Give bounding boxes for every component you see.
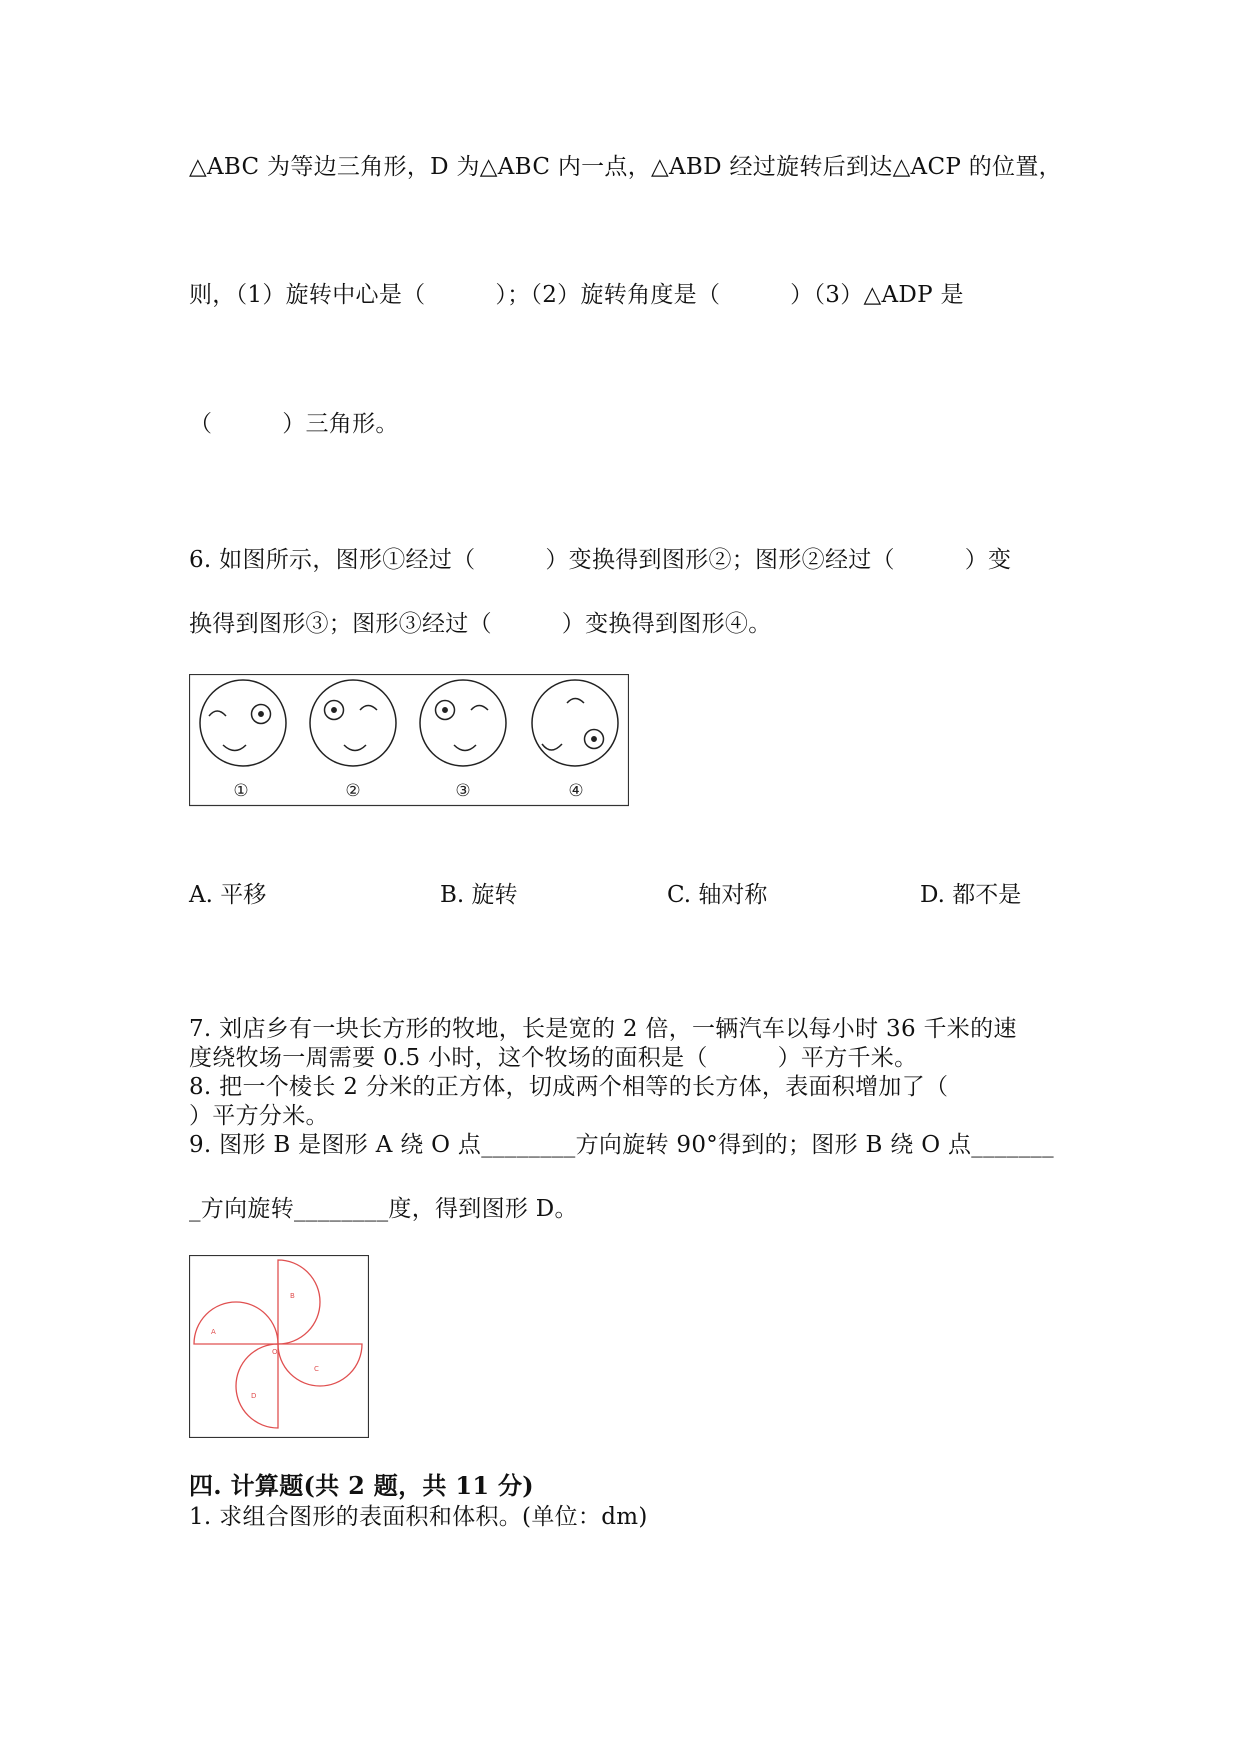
semicircle-a (194, 1302, 278, 1344)
section-4-q1: 1. 求组合图形的表面积和体积。(单位：dm) (189, 1504, 648, 1530)
label-c: C (314, 1365, 319, 1373)
section-4-heading: 四. 计算题(共 2 题，共 11 分) (189, 1471, 534, 1500)
q9-rotation-figure (189, 1255, 369, 1438)
semicircle-d (236, 1344, 278, 1428)
q6-line-1: 6. 如图所示，图形①经过（ ）变换得到图形②；图形②经过（ ）变 (189, 547, 1012, 573)
semicircle-c (278, 1344, 362, 1386)
face-label-4: ④ (568, 781, 584, 801)
face-2 (310, 680, 396, 766)
q6-option-c[interactable]: C. 轴对称 (667, 882, 768, 908)
q9-line-1: 9. 图形 B 是图形 A 绕 O 点________方向旋转 90°得到的；图形 B 绕 O 点_______ (189, 1132, 1054, 1158)
semicircle-b (278, 1260, 320, 1344)
q6-option-b[interactable]: B. 旋转 (440, 882, 518, 908)
q6-option-d[interactable]: D. 都不是 (920, 882, 1022, 908)
q6-option-a[interactable]: A. 平移 (189, 882, 267, 908)
q5-line-2: 则，（1）旋转中心是（ ）；（2）旋转角度是（ ）（3）△ADP 是 (189, 282, 964, 308)
q5-line-3: （ ）三角形。 (189, 411, 399, 437)
q7-line-2: 度绕牧场一周需要 0.5 小时，这个牧场的面积是（ ）平方千米。 (189, 1045, 918, 1071)
label-d: D (251, 1392, 257, 1400)
face-label-3: ③ (455, 781, 471, 801)
face-4 (532, 680, 618, 766)
face-3 (420, 680, 506, 766)
face-label-2: ② (345, 781, 361, 801)
q8-line-2: ）平方分米。 (189, 1103, 329, 1129)
q7-line-1: 7. 刘店乡有一块长方形的牧地，长是宽的 2 倍，一辆汽车以每小时 36 千米的速 (189, 1016, 1017, 1042)
face-label-1: ① (233, 781, 249, 801)
label-a: A (211, 1328, 216, 1336)
label-o: O (272, 1348, 278, 1356)
q5-line-1: △ABC 为等边三角形，D 为△ABC 内一点，△ABD 经过旋转后到达△ACP 的位置， (189, 154, 1062, 180)
q6-line-2: 换得到图形③；图形③经过（ ）变换得到图形④。 (189, 611, 772, 637)
face-1 (200, 680, 286, 766)
q8-line-1: 8. 把一个棱长 2 分米的正方体，切成两个相等的长方体，表面积增加了（ (189, 1074, 949, 1100)
q9-line-2: _方向旋转________度，得到图形 D。 (189, 1196, 578, 1222)
q6-faces-figure (189, 674, 629, 807)
label-b: B (290, 1292, 295, 1300)
